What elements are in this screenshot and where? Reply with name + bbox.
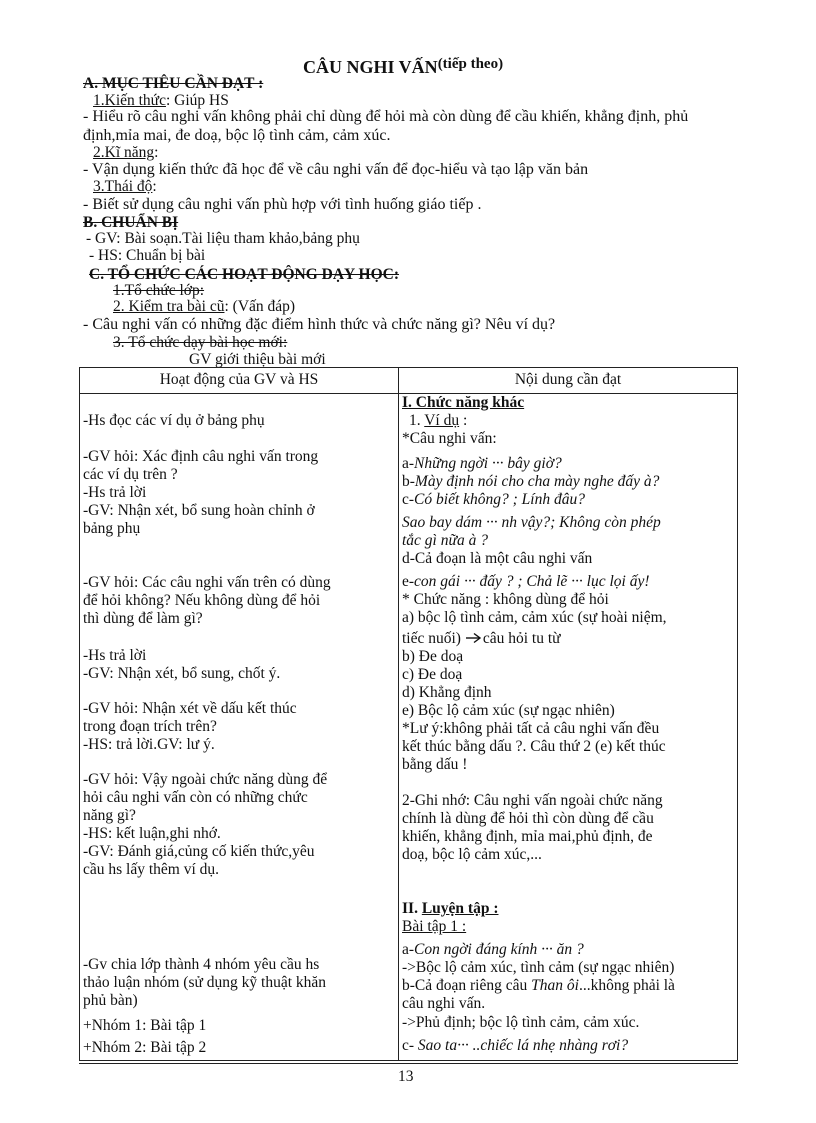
right-text: Than ôi [531,977,579,994]
left-line: để hỏi không? Nếu không dùng để hỏi [83,592,321,609]
left-line: phủ bàn) [83,992,138,1009]
right-line: * Chức năng : không dùng để hỏi [402,591,609,608]
right-line: ->Phủ định; bộc lộ tình cảm, cảm xúc. [402,1014,640,1031]
right-text: câu hỏi tu từ [482,630,561,647]
arrow-right-icon [465,632,483,644]
c2-line [113,298,295,316]
right-text: c- [402,1037,418,1054]
footer-rule [79,1063,738,1064]
left-line: các ví dụ trên ? [83,466,178,483]
c2-label: 2. Kiểm tra bài cũ [113,298,225,315]
right-text: a- [402,941,415,958]
title-main: CÂU NGHI VẤN [303,57,438,77]
right-text: c- [402,491,415,508]
intro-line: GV giới thiệu bài mới [189,351,326,368]
right-line: 2-Ghi nhớ: Câu nghi vấn ngoài chức năng [402,792,663,809]
left-line: -HS: kết luận,ghi nhớ. [83,825,221,842]
table-column-divider [398,368,399,1060]
right-line: b) Đe doạ [402,648,464,665]
skill-line [93,144,158,162]
knowledge-label: 1.Kiến thức [93,92,166,109]
right-line [402,455,562,473]
right-text: con gái ··· đấy ? ; Chả lẽ ··· lục lọi ấy! [414,573,650,590]
hs-prep: - HS: Chuẩn bị bài [89,247,206,264]
right-text: Những ngời ··· bây giờ? [414,455,562,472]
right-line: Sao bay dám ··· nh vậy?; Không còn phép [402,514,661,531]
right-line: e) Bộc lộ cảm xúc (sự ngạc nhiên) [402,702,615,719]
attitude-line [93,178,157,196]
right-line: khiến, khẳng định, mỉa mai,phủ định, đe [402,828,653,845]
section-c-heading: C. TỔ CHỨC CÁC HOẠT ĐỘNG DẠY HỌC: [89,266,400,283]
c3-line: 3. Tổ chức dạy bài học mới: [113,334,288,351]
right-line [402,941,584,959]
left-line: năng gì? [83,807,136,824]
right-text: b- [402,473,415,490]
left-line: -GV: Nhận xét, bổ sung hoàn chỉnh ở [83,502,315,519]
right-text: e- [402,573,415,590]
left-line: trong đoạn trích trên? [83,718,217,735]
table-header-activity: Hoạt động của GV và HS [159,371,319,388]
attitude-body: - Biết sử dụng câu nghi vấn phù hợp với tình huống giáo tiếp . [83,196,482,213]
right-text: II. [402,900,422,917]
left-line: -Gv chia lớp thành 4 nhóm yêu cầu hs [83,956,320,973]
right-text: Ví dụ [424,412,460,429]
left-line: thảo luận nhóm (sử dụng kỹ thuật khăn [83,974,327,991]
right-text: Có biết không? ; Lính đâu? [414,491,585,508]
gv-prep: - GV: Bài soạn.Tài liệu tham khảo,bảng phụ [86,230,360,247]
right-line: doạ, bộc lộ cảm xúc,... [402,846,542,863]
left-line: cầu hs lấy thêm ví dụ. [83,861,220,878]
right-line: a) bộc lộ tình cảm, cảm xúc (sự hoài niệm, [402,609,667,626]
right-text: a- [402,455,415,472]
right-line: d) Khẳng định [402,684,492,701]
c1-line: 1.Tổ chức lớp: [113,282,205,299]
left-line: -Hs đọc các ví dụ ở bảng phụ [83,412,265,429]
right-line [409,412,467,430]
right-line [402,573,650,591]
left-line: -GV hỏi: Xác định câu nghi vấn trong [83,448,319,465]
c2-question: - Câu nghi vấn có những đặc điểm hình thức và chức năng gì? Nêu ví dụ? [83,316,556,333]
exercise-1-label: Bài tập 1 : [402,918,467,935]
left-line: -Hs trả lời [83,484,147,501]
left-line: -Hs trả lời [83,647,147,664]
attitude-colon: : [152,178,157,195]
right-line: *Câu nghi vấn: [402,430,497,447]
right-text: : [459,412,468,429]
right-text: Sao ta··· ..chiếc lá nhẹ nhàng rơi? [417,1037,629,1054]
attitude-label: 3.Thái độ [93,178,153,195]
right-line: bằng dấu ! [402,756,468,773]
left-line: -GV: Nhận xét, bổ sung, chốt ý. [83,665,281,682]
right-line: câu nghi vấn. [402,995,486,1012]
left-line: -GV hỏi: Các câu nghi vấn trên có dùng [83,574,331,591]
knowledge-text: : Giúp HS [165,92,229,109]
right-text: tiếc nuối) [402,630,465,647]
left-line: +Nhóm 1: Bài tập 1 [83,1017,207,1034]
right-text: Luyện tập : [421,900,499,917]
right-line: c) Đe doạ [402,666,463,683]
section-b-heading: B. CHUẨN BỊ [83,214,179,231]
section-i-heading: I. Chức năng khác [402,394,525,411]
right-line: tắc gì nữa à ? [402,532,488,549]
right-line: chính là dùng để hỏi thì còn dùng để cầu [402,810,654,827]
page-number: 13 [398,1068,414,1085]
right-line [402,630,561,648]
right-line [402,1037,628,1055]
skill-colon: : [154,144,159,161]
c2-text: : (Vấn đáp) [224,298,296,315]
left-line: bảng phụ [83,520,141,537]
right-line: ->Bộc lộ cảm xúc, tình cảm (sự ngạc nhiên) [402,959,675,976]
left-line: thì dùng để làm gì? [83,610,203,627]
section-ii-heading [402,900,498,918]
right-line [402,473,659,491]
skill-body: - Vận dụng kiến thức đã học để về câu nghi vấn để đọc-hiểu và tạo lập văn bản [83,161,589,178]
right-text: b-Cả đoạn riêng câu [402,977,532,994]
left-line: hỏi câu nghi vấn còn có những chức [83,789,308,806]
left-line: -GV: Đánh giá,củng cố kiến thức,yêu [83,843,315,860]
right-text: 1. [409,412,425,429]
left-line: -HS: trả lời.GV: lư ý. [83,736,215,753]
right-line: *Lư ý:không phải tất cả câu nghi vấn đều [402,720,660,737]
page-title [303,58,503,78]
right-line [402,977,675,995]
left-line: -GV hỏi: Vậy ngoài chức năng dùng để [83,771,328,788]
section-a-heading: A. MỤC TIÊU CẦN ĐẠT : [83,75,264,92]
skill-label: 2.Kĩ năng [93,144,155,161]
right-line [402,491,585,509]
right-text: Con ngời đáng kính ··· ăn ? [414,941,584,958]
knowledge-body: - Hiểu rõ câu nghi vấn không phải chỉ dùng để hỏi mà còn dùng để cầu khiến, khẳng định, phủ định,mỉa mai, đe doạ, bộc lộ tình cảm, cảm xúc. [83,108,689,144]
right-line: d-Cả đoạn là một câu nghi vấn [402,550,593,567]
right-line: kết thúc bằng dấu ?. Câu thứ 2 (e) kết thúc [402,738,666,755]
left-line: +Nhóm 2: Bài tập 2 [83,1039,207,1056]
table-header-content: Nội dung cần đạt [514,371,622,388]
left-line: -GV hỏi: Nhận xét về dấu kết thúc [83,700,297,717]
title-suffix: (tiếp theo) [437,56,504,72]
right-text: ...không phải là [578,977,675,994]
right-text: Mày định nói cho cha mày nghe đấy à? [414,473,660,490]
